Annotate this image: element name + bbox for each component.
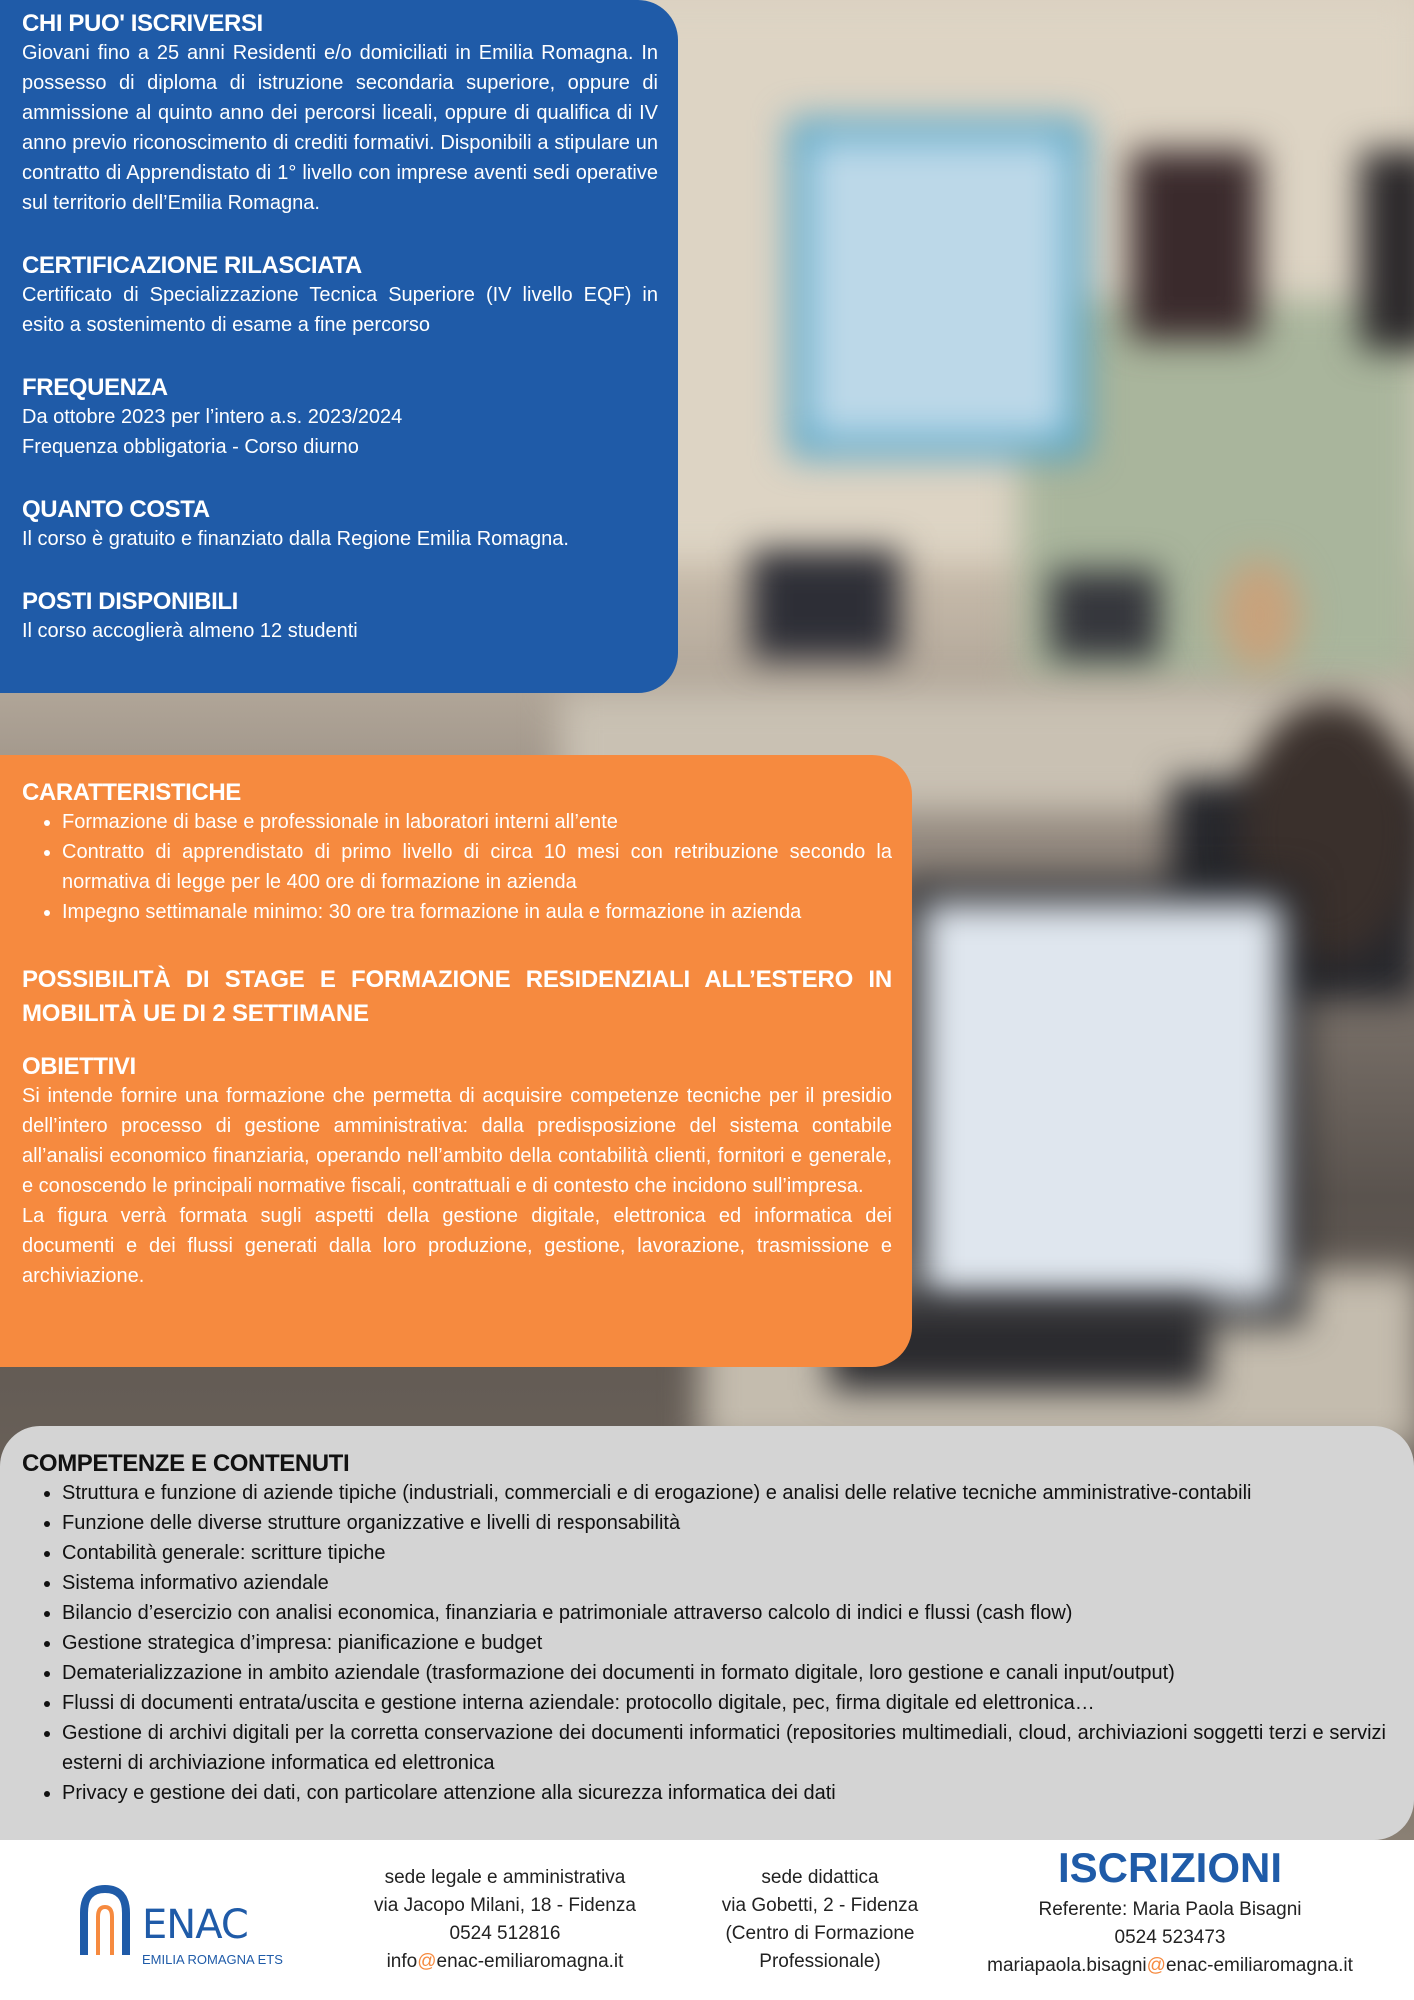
email-at: @ [417, 1951, 437, 1972]
list-item: • Gestione strategica d’impresa: pianificazione e budget [62, 1628, 1386, 1658]
email-domain: enac-emiliaromagna.it [1165, 1955, 1353, 1976]
list-item: • Struttura e funzione di aziende tipiche (industriali, commerciali e di erogazione) e analisi delle relative tecniche amministrative-contabili [62, 1478, 1386, 1508]
list-item: • Gestione di archivi digitali per la corretta conservazione dei documenti informatici (repositories multimediali, cloud, archiviazioni soggetti terzi e servizi esterni di archiviazione informatica ed elettronica [62, 1718, 1386, 1778]
section-text: Da ottobre 2023 per l’intero a.s. 2023/2024 [22, 406, 403, 428]
section-text: Frequenza obbligatoria - Corso diurno [22, 436, 359, 458]
sede-legale-phone: 0524 512816 [449, 1923, 561, 1944]
section-title: FREQUENZA [22, 374, 168, 401]
sede-legale-address: via Jacopo Milani, 18 - Fidenza [374, 1895, 636, 1916]
section-text: Giovani fino a 25 anni Residenti e/o domiciliati in Emilia Romagna. In possesso di diploma di istruzione secondaria superiore, oppure di ammissione al quinto anno dei percorsi liceali, oppure di qualifica di IV anno previo riconoscimento di crediti formativi. Disponibili a stipulare un contratto di Apprendistato di 1° livello con imprese aventi sedi operative sul territorio dell’Emilia Romagna. [22, 42, 658, 214]
competenze-panel [0, 1426, 1414, 1840]
info-panel-blue [0, 0, 678, 693]
list-item: • Contratto di apprendistato di primo livello di circa 10 mesi con retribuzione secondo la normativa di legge per le 400 ore di formazione in azienda [62, 837, 892, 897]
list-item: • Contabilità generale: scritture tipiche [62, 1538, 1386, 1568]
section-certificazione [22, 252, 658, 340]
obiettivi-text: Si intende fornire una formazione che permetta di acquisire competenze tecniche per il presidio dell’intero processo di gestione amministrativa: dalla predisposizione del sistema contabile all’analisi economico finanziaria, operando nell’ambito della contabilità clienti, fornitori e generale, e conoscendo le principali normative fiscali, contrattuali e di contesto che incidono sull’impresa. [22, 1085, 892, 1197]
section-title: POSTI DISPONIBILI [22, 588, 238, 615]
email-user: info [386, 1951, 418, 1972]
competenze-list [22, 1478, 1386, 1808]
section-quanto-costa [22, 496, 658, 554]
sede-legale-email[interactable] [345, 1948, 665, 1976]
footer [0, 1840, 1414, 2000]
section-text: Il corso è gratuito e finanziato dalla Regione Emilia Romagna. [22, 528, 569, 550]
section-text: Il corso accoglierà almeno 12 studenti [22, 620, 358, 642]
email-at: @ [1146, 1955, 1166, 1976]
obiettivi-title: OBIETTIVI [22, 1053, 136, 1080]
sede-didattica-label: sede didattica [761, 1867, 879, 1888]
sede-legale-label: sede legale e amministrativa [384, 1867, 626, 1888]
caratteristiche-list [22, 807, 892, 927]
email-user: mariapaola.bisagni [987, 1955, 1147, 1976]
list-item: • Sistema informativo aziendale [62, 1568, 1386, 1598]
sede-didattica [690, 1864, 950, 1976]
email-domain: enac-emiliaromagna.it [436, 1951, 624, 1972]
sede-didattica-address: via Gobetti, 2 - Fidenza [721, 1895, 919, 1916]
info-panel-orange [0, 755, 912, 1367]
list-item: • Dematerializzazione in ambito aziendale (trasformazione dei documenti in formato digitale, loro gestione e canali input/output) [62, 1658, 1386, 1688]
iscrizioni-title: ISCRIZIONI [1057, 1844, 1282, 1891]
section-posti [22, 588, 658, 646]
logo-text: ENAC [142, 1902, 248, 1948]
list-item: • Flussi di documenti entrata/uscita e gestione interna aziendale: protocollo digitale, pec, firma digitale ed elettronica… [62, 1688, 1386, 1718]
obiettivi-text: La figura verrà formata sugli aspetti della gestione digitale, elettronica ed informatica dei documenti e dei flussi generati dalla loro produzione, gestione, lavorazione, trasmissione e archiviazione. [22, 1205, 892, 1287]
competenze-title: COMPETENZE E CONTENUTI [22, 1450, 350, 1477]
iscrizioni [960, 1840, 1380, 1980]
logo-subtitle: EMILIA ROMAGNA ETS [142, 1952, 283, 1967]
section-chi-puo [22, 10, 658, 218]
section-title: CERTIFICAZIONE RILASCIATA [22, 252, 362, 279]
section-title: CHI PUO' ISCRIVERSI [22, 10, 263, 37]
enac-logo [80, 1880, 300, 1980]
list-item: • Privacy e gestione dei dati, con particolare attenzione alla sicurezza informatica dei dati [62, 1778, 1386, 1808]
list-item: • Impegno settimanale minimo: 30 ore tra formazione in aula e formazione in azienda [62, 897, 892, 927]
list-item: • Formazione di base e professionale in laboratori interni all’ente [62, 807, 892, 837]
list-item: • Bilancio d’esercizio con analisi economica, finanziaria e patrimoniale attraverso calcolo di indici e flussi (cash flow) [62, 1598, 1386, 1628]
list-item: • Funzione delle diverse strutture organizzative e livelli di responsabilità [62, 1508, 1386, 1538]
sede-legale [345, 1864, 665, 1976]
enac-logo-icon [80, 1885, 130, 1955]
iscrizioni-phone: 0524 523473 [1114, 1927, 1226, 1948]
section-text: Certificato di Specializzazione Tecnica Superiore (IV livello EQF) in esito a sostenimento di esame a fine percorso [22, 284, 658, 336]
sede-didattica-note: (Centro di Formazione Professionale) [725, 1923, 915, 1972]
stage-title: POSSIBILITÀ DI STAGE E FORMAZIONE RESIDENZIALI ALL’ESTERO IN MOBILITÀ UE DI 2 SETTIMANE [22, 966, 892, 1027]
section-frequenza [22, 374, 658, 462]
section-title: QUANTO COSTA [22, 496, 210, 523]
iscrizioni-email[interactable] [960, 1952, 1380, 1980]
iscrizioni-referente: Referente: Maria Paola Bisagni [1038, 1899, 1302, 1920]
caratteristiche-title: CARATTERISTICHE [22, 779, 241, 806]
